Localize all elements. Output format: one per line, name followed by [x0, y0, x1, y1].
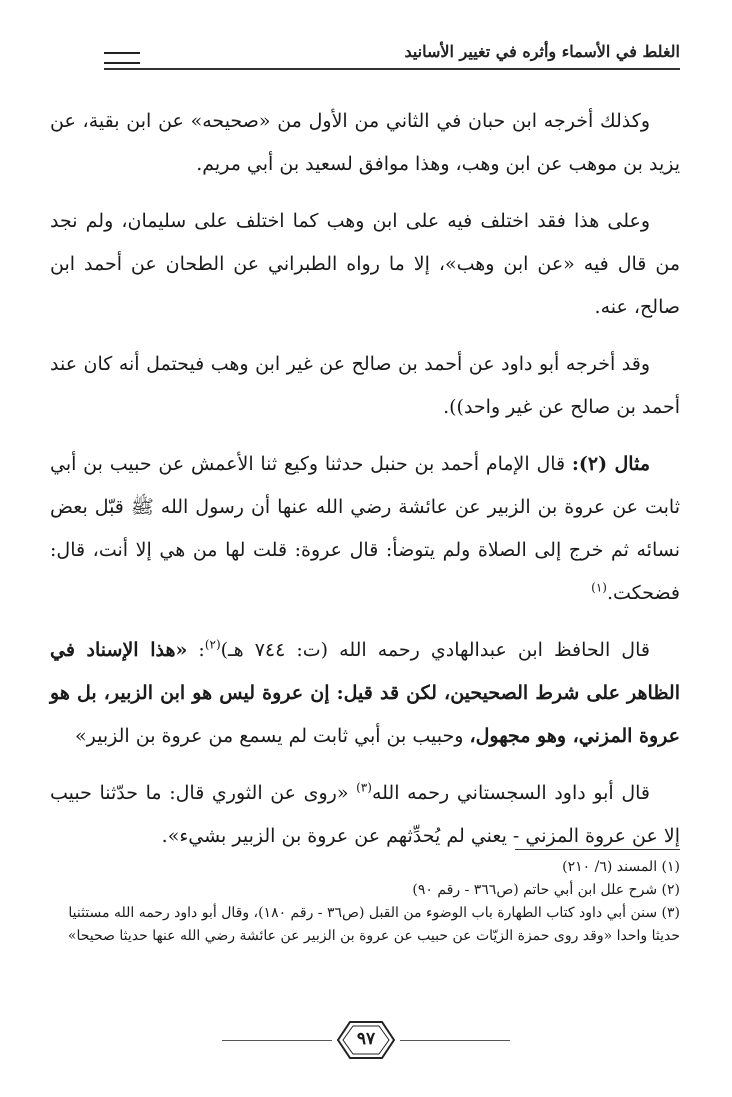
header-title: الغلط في الأسماء وأثره في تغيير الأسانيد [404, 42, 680, 61]
page-number-rule-left [222, 1040, 332, 1041]
footnote-ref-2: (٢) [204, 637, 221, 652]
paragraph-2: وعلى هذا فقد اختلف فيه على ابن وهب كما اختلف على سليمان، ولم نجد من قال فيه «عن ابن وهب»، إلا ما رواه الطبراني عن الطحان عن أحمد ابن صالح، عنه. [50, 210, 680, 318]
paragraph-3: وقد أخرجه أبو داود عن أحمد بن صالح عن غير ابن وهب فيحتمل أنه كان عند أحمد بن صالح عن غير واحد)). [50, 353, 680, 418]
abudawud-intro: قال أبو داود السجستاني رحمه الله [371, 782, 650, 804]
paragraph-4 [50, 443, 680, 615]
page-number-rule-right [400, 1040, 510, 1041]
paragraph-5 [50, 629, 680, 758]
example-label: مثال (٢): [571, 453, 650, 475]
footnote-3: (٣) سنن أبي داود كتاب الطهارة باب الوضوء من القبل (ص٣٦ - رقم ١٨٠)، وقال أبو داود رحمه الله مستثنيا حديثا واحدا «وقد روى حمزة الزيّات عن حبيب عن عروة بن الزبير عن عائشة رضي الله عنها حديثا صحيحا» [67, 905, 680, 944]
main-text [50, 100, 680, 864]
header-ornament [104, 52, 140, 64]
quote-colon: : [187, 639, 205, 661]
footnote-separator [515, 849, 680, 850]
quote-bold: «هذا الإسناد في الظاهر على شرط الصحيحين، لكن قد قيل: إن عروة ليس هو ابن الزبير، بل هو عروة المزني، وهو مجهول، [50, 639, 680, 747]
quote-end: وحبيب بن أبي ثابت لم يسمع من عروة بن الزبير» [75, 725, 470, 747]
paragraph-1: وكذلك أخرجه ابن حبان في الثاني من الأول من «صحيحه» عن ابن بقية، عن يزيد بن موهب عن ابن وهب، وهذا موافق لسعيد بن أبي مريم. [50, 110, 680, 175]
page-number-badge [336, 1020, 396, 1060]
example-text: قال الإمام أحمد بن حنبل حدثنا وكيع ثنا الأعمش عن حبيب بن أبي ثابت عن عروة بن الزبير عن عائشة رضي الله عنها أن رسول الله ﷺ قبّل بعض نسائه ثم خرج إلى الصلاة ولم يتوضأ: قال عروة: قلت لها من هي إلا أنت، قال: فضحكت. [50, 453, 680, 604]
quote-intro: قال الحافظ ابن عبدالهادي رحمه الله (ت: ٧٤٤ هـ) [220, 639, 650, 661]
footnote-1: (١) المسند (٦/ ٢١٠) [562, 859, 680, 875]
paragraph-6 [50, 772, 680, 858]
page-number: ٩٧ [356, 1029, 376, 1049]
footnote-ref-3: (٣) [356, 780, 372, 795]
running-header [104, 42, 680, 72]
footnote-2: (٢) شرح علل ابن أبي حاتم (ص٣٦٦ - رقم ٩٠) [412, 882, 680, 898]
abudawud-quote: «روى عن الثوري قال: ما حدّثنا حبيب إلا عن عروة المزني - يعني لم يُحدِّثهم عن عروة بن الزبير بشيء». [50, 782, 680, 847]
footnotes [50, 856, 680, 948]
footnote-ref-1: (١) [591, 580, 607, 595]
header-rule [104, 68, 680, 70]
